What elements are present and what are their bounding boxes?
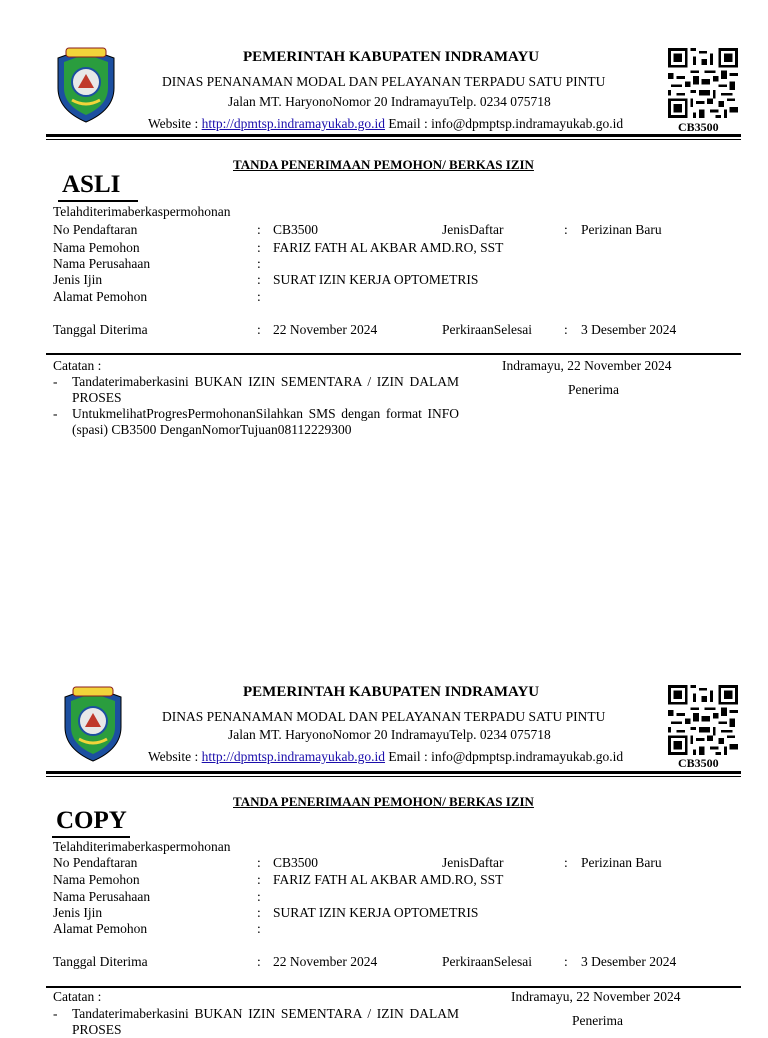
value-jenis-daftar: Perizinan Baru [581,855,662,870]
notes-label: Catatan : [53,358,102,373]
label-nama-perusahaan: Nama Perusahaan [53,256,151,271]
office-address: Jalan MT. HaryonoNomor 20 IndramayuTelp. 0234 075718 [228,94,551,109]
label-jenis-daftar: JenisDaftar [442,855,504,870]
intro-text: Telahditerimaberkaspermohonan [53,839,231,854]
contact-line [148,749,623,765]
email-text: Email : info@dpmptsp.indramayukab.go.id [388,116,624,131]
label-no-pendaftaran: No Pendaftaran [53,222,138,237]
colon: : [257,872,261,887]
note-2: UntukmelihatProgresPermohonanSilahkan SMS dengan format INFO (spasi) CB3500 DenganNomorTujuan08112229300 [72,406,459,437]
colon: : [257,855,261,870]
value-no-pendaftaran: CB3500 [273,855,319,870]
value-nama-pemohon: FARIZ FATH AL AKBAR AMD.RO, SST [273,872,504,887]
note-1: Tandaterimaberkasini BUKAN IZIN SEMENTARA / IZIN DALAM PROSES [72,1006,459,1037]
colon: : [257,240,261,255]
value-perkiraan-selesai: 3 Desember 2024 [581,954,677,969]
colon: : [257,222,261,237]
office-name: DINAS PENANAMAN MODAL DAN PELAYANAN TERPADU SATU PINTU [162,709,606,724]
label-tanggal-diterima: Tanggal Diterima [53,954,148,969]
qr-code-icon [668,48,738,118]
qr-code-label: CB3500 [678,756,719,770]
receipt-title: TANDA PENERIMAAN PEMOHON/ BERKAS IZIN [233,157,534,172]
government-name: PEMERINTAH KABUPATEN INDRAMAYU [243,684,540,700]
label-alamat-pemohon: Alamat Pemohon [53,289,148,304]
colon: : [564,322,568,337]
value-jenis-ijin: SURAT IZIN KERJA OPTOMETRIS [273,272,479,287]
website-label: Website : [148,749,199,764]
note-dash: - [53,374,58,389]
label-tanggal-diterima: Tanggal Diterima [53,322,148,337]
notes-label: Catatan : [53,989,102,1004]
place-date: Indramayu, 22 November 2024 [502,358,672,373]
label-jenis-ijin: Jenis Ijin [53,905,103,920]
colon: : [257,889,261,904]
stamp-underline [58,200,138,202]
label-perkiraan-selesai: PerkiraanSelesai [442,322,532,337]
colon: : [564,954,568,969]
header-divider-thin [46,776,741,777]
note-dash: - [53,406,58,421]
qr-code-icon [668,685,738,755]
colon: : [257,272,261,287]
header-divider-thick [46,771,741,774]
email-text: Email : info@dpmptsp.indramayukab.go.id [388,749,624,764]
intro-text: Telahditerimaberkaspermohonan [53,204,231,219]
note-1: Tandaterimaberkasini BUKAN IZIN SEMENTARA / IZIN DALAM PROSES [72,374,459,405]
header-divider-thin [46,139,741,140]
receiver-label: Penerima [568,382,619,397]
value-jenis-ijin: SURAT IZIN KERJA OPTOMETRIS [273,905,479,920]
value-nama-pemohon: FARIZ FATH AL AKBAR AMD.RO, SST [273,240,504,255]
contact-line [148,116,623,132]
value-jenis-daftar: Perizinan Baru [581,222,662,237]
office-address: Jalan MT. HaryonoNomor 20 IndramayuTelp. 0234 075718 [228,727,551,742]
notes-divider [46,353,741,355]
label-perkiraan-selesai: PerkiraanSelesai [442,954,532,969]
colon: : [257,289,261,304]
colon: : [257,905,261,920]
government-name: PEMERINTAH KABUPATEN INDRAMAYU [243,49,540,65]
label-jenis-ijin: Jenis Ijin [53,272,103,287]
colon: : [564,855,568,870]
label-nama-pemohon: Nama Pemohon [53,872,140,887]
website-link[interactable]: http://dpmtsp.indramayukab.go.id [201,116,386,131]
label-jenis-daftar: JenisDaftar [442,222,504,237]
stamp-underline [52,836,130,838]
regency-coat-of-arms-icon [52,44,120,124]
colon: : [564,222,568,237]
label-nama-perusahaan: Nama Perusahaan [53,889,151,904]
colon: : [257,954,261,969]
note-dash: - [53,1006,58,1021]
colon: : [257,322,261,337]
regency-coat-of-arms-icon [59,683,127,763]
label-no-pendaftaran: No Pendaftaran [53,855,138,870]
header-divider-thick [46,134,741,137]
notes-divider [46,986,741,988]
colon: : [257,921,261,936]
website-link[interactable]: http://dpmtsp.indramayukab.go.id [201,749,386,764]
value-perkiraan-selesai: 3 Desember 2024 [581,322,677,337]
value-tanggal-diterima: 22 November 2024 [273,954,378,969]
qr-code-label: CB3500 [678,120,719,134]
website-label: Website : [148,116,199,131]
value-tanggal-diterima: 22 November 2024 [273,322,378,337]
stamp-asli: ASLI [62,171,121,198]
office-name: DINAS PENANAMAN MODAL DAN PELAYANAN TERPADU SATU PINTU [162,74,606,89]
colon: : [257,256,261,271]
label-nama-pemohon: Nama Pemohon [53,240,140,255]
receiver-label: Penerima [572,1013,623,1028]
stamp-copy: COPY [56,807,127,834]
receipt-title: TANDA PENERIMAAN PEMOHON/ BERKAS IZIN [233,794,534,809]
value-no-pendaftaran: CB3500 [273,222,319,237]
place-date: Indramayu, 22 November 2024 [511,989,681,1004]
label-alamat-pemohon: Alamat Pemohon [53,921,148,936]
